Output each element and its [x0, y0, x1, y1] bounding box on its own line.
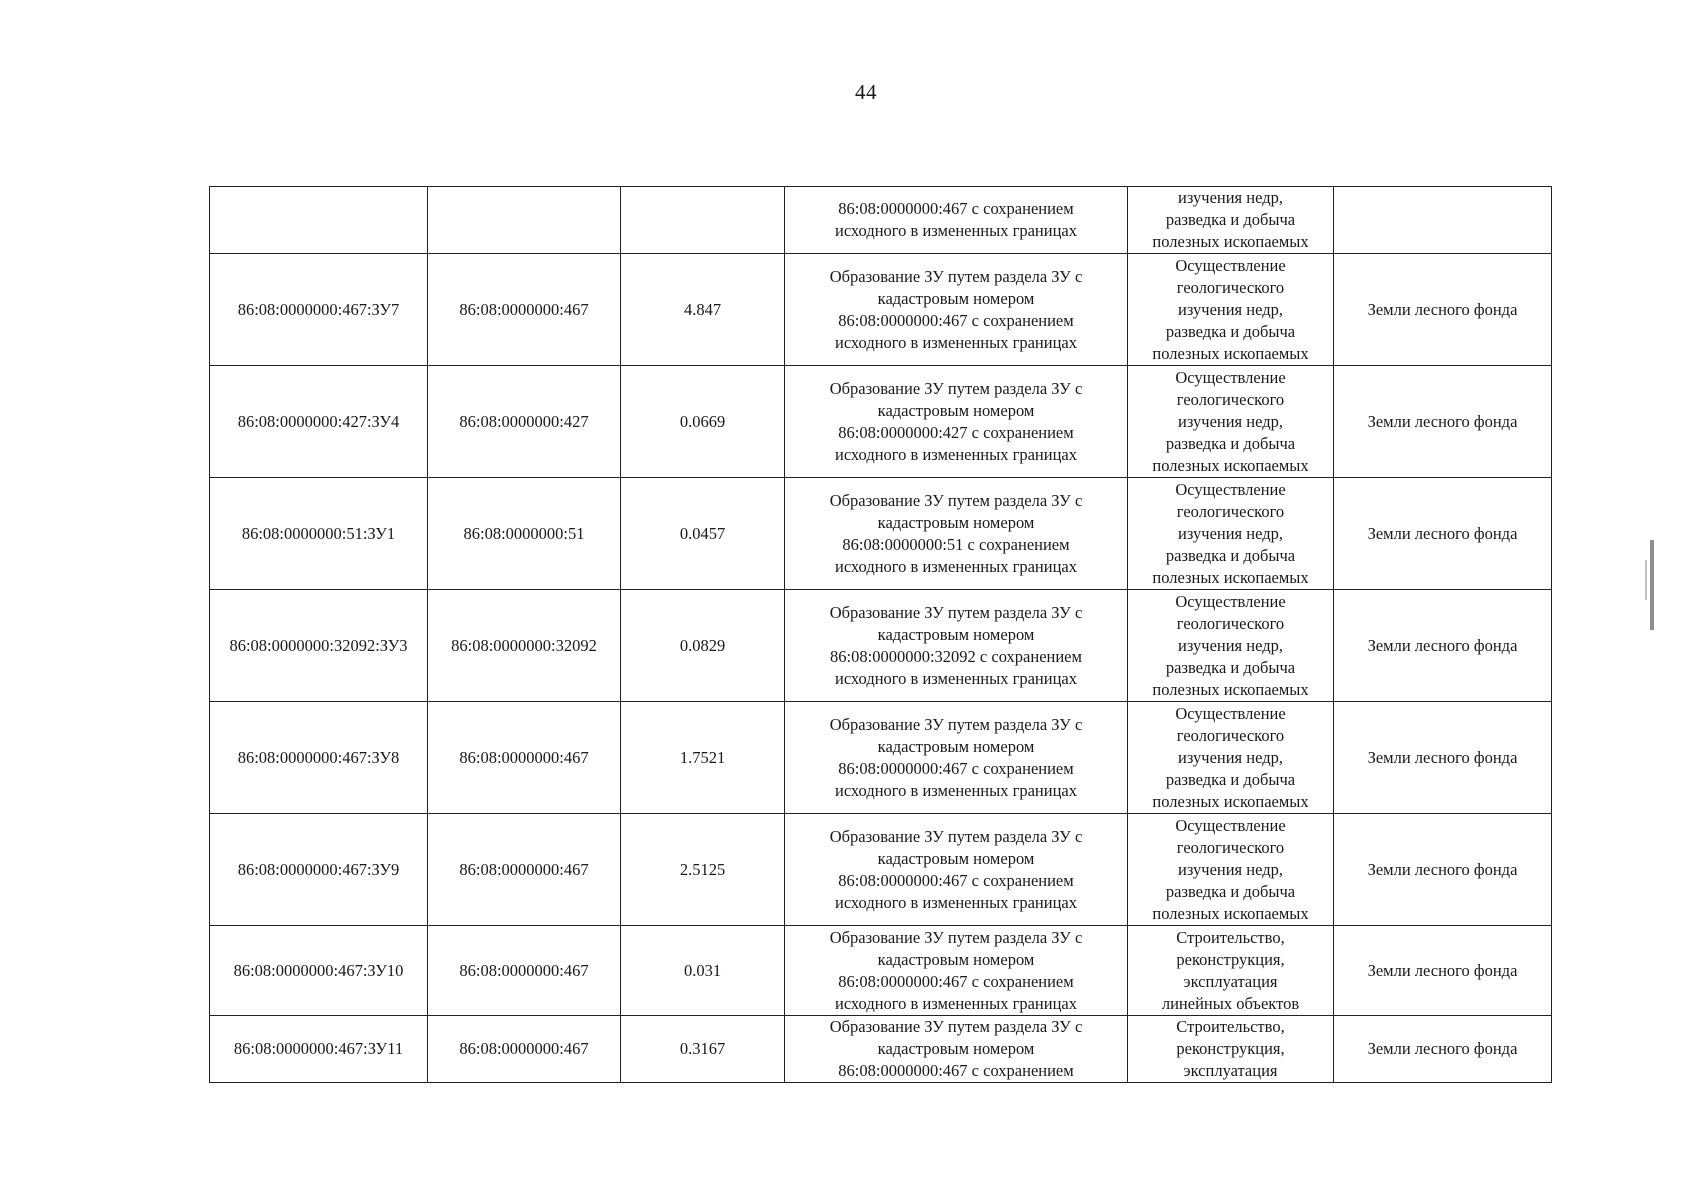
- cell-land-category: Земли лесного фонда: [1334, 366, 1552, 478]
- cell-plot-number: 86:08:0000000:467:ЗУ8: [210, 702, 428, 814]
- usage-line: реконструкция,: [1176, 1039, 1285, 1058]
- usage-line: Осуществление: [1175, 367, 1286, 387]
- usage-line: полезных ископаемых: [1152, 679, 1309, 699]
- method-line: 86:08:0000000:467 с сохранением: [838, 870, 1074, 890]
- usage-line: Строительство,: [1176, 927, 1285, 947]
- method-line: исходного в измененных границах: [834, 780, 1077, 800]
- cell-source-number: 86:08:0000000:32092: [428, 590, 621, 702]
- usage-line: Осуществление: [1175, 255, 1286, 275]
- usage-line: полезных ископаемых: [1152, 343, 1309, 363]
- cell-method: [785, 478, 1128, 590]
- cell-method: [785, 590, 1128, 702]
- cell-area: 4.847: [621, 254, 785, 366]
- method-line: Образование ЗУ путем раздела ЗУ с: [829, 1017, 1083, 1036]
- method-line: исходного в измененных границах: [834, 221, 1077, 240]
- usage-line: геологического: [1176, 277, 1285, 297]
- usage-line: изучения недр,: [1178, 411, 1283, 431]
- method-line: 86:08:0000000:467 с сохранением: [838, 199, 1074, 218]
- cell-source-number: 86:08:0000000:51: [428, 478, 621, 590]
- cell-plot-number: 86:08:0000000:467:ЗУ11: [210, 1016, 428, 1083]
- method-line: Образование ЗУ путем раздела ЗУ с: [829, 927, 1083, 947]
- usage-line: изучения недр,: [1178, 635, 1283, 655]
- cell-source-number: [428, 187, 621, 254]
- cell-land-category: Земли лесного фонда: [1334, 702, 1552, 814]
- method-line: 86:08:0000000:467 с сохранением: [838, 758, 1074, 778]
- method-line: кадастровым номером: [877, 949, 1035, 969]
- cell-source-number: 86:08:0000000:427: [428, 366, 621, 478]
- cell-land-category: Земли лесного фонда: [1334, 590, 1552, 702]
- usage-line: Осуществление: [1175, 815, 1286, 835]
- table-row: [210, 478, 1552, 590]
- method-line: исходного в измененных границах: [834, 556, 1077, 576]
- cell-method: [785, 187, 1128, 254]
- method-line: 86:08:0000000:32092 с сохранением: [830, 646, 1082, 666]
- cell-usage: [1128, 590, 1334, 702]
- method-line: Образование ЗУ путем раздела ЗУ с: [829, 490, 1083, 510]
- method-line: Образование ЗУ путем раздела ЗУ с: [829, 378, 1083, 398]
- usage-line: полезных ископаемых: [1152, 903, 1309, 923]
- method-line: Образование ЗУ путем раздела ЗУ с: [829, 826, 1083, 846]
- cell-plot-number: 86:08:0000000:467:ЗУ7: [210, 254, 428, 366]
- cell-method: [785, 702, 1128, 814]
- cell-area: 0.0457: [621, 478, 785, 590]
- usage-line: эксплуатация: [1183, 1061, 1278, 1080]
- usage-line: разведка и добыча: [1165, 769, 1296, 789]
- usage-line: разведка и добыча: [1165, 433, 1296, 453]
- cell-source-number: 86:08:0000000:467: [428, 702, 621, 814]
- cell-method: [785, 814, 1128, 926]
- scan-artifact: [1645, 560, 1647, 600]
- cell-plot-number: 86:08:0000000:427:ЗУ4: [210, 366, 428, 478]
- cell-plot-number: 86:08:0000000:467:ЗУ9: [210, 814, 428, 926]
- cell-source-number: 86:08:0000000:467: [428, 926, 621, 1016]
- method-line: исходного в измененных границах: [834, 444, 1077, 464]
- method-line: Образование ЗУ путем раздела ЗУ с: [829, 714, 1083, 734]
- usage-line: реконструкция,: [1176, 949, 1285, 969]
- cell-land-category: Земли лесного фонда: [1334, 814, 1552, 926]
- cell-usage: [1128, 1016, 1334, 1083]
- cell-plot-number: 86:08:0000000:51:ЗУ1: [210, 478, 428, 590]
- method-line: кадастровым номером: [877, 512, 1035, 532]
- usage-line: изучения недр,: [1178, 747, 1283, 767]
- cell-source-number: 86:08:0000000:467: [428, 814, 621, 926]
- method-line: 86:08:0000000:427 с сохранением: [838, 422, 1074, 442]
- table-row: [210, 254, 1552, 366]
- cell-usage: [1128, 702, 1334, 814]
- cell-usage: [1128, 187, 1334, 254]
- cell-usage: [1128, 478, 1334, 590]
- method-line: исходного в измененных границах: [834, 668, 1077, 688]
- table-row: [210, 187, 1552, 254]
- table-body: [210, 187, 1552, 1083]
- cell-plot-number: [210, 187, 428, 254]
- cell-source-number: 86:08:0000000:467: [428, 254, 621, 366]
- usage-line: разведка и добыча: [1165, 657, 1296, 677]
- method-line: Образование ЗУ путем раздела ЗУ с: [829, 602, 1083, 622]
- cell-source-number: 86:08:0000000:467: [428, 1016, 621, 1083]
- scan-artifact: [1650, 540, 1654, 630]
- land-plots-table: [209, 186, 1552, 1083]
- cell-usage: [1128, 814, 1334, 926]
- cell-method: [785, 926, 1128, 1016]
- usage-line: разведка и добыча: [1165, 321, 1296, 341]
- usage-line: разведка и добыча: [1165, 210, 1296, 229]
- usage-line: изучения недр,: [1178, 523, 1283, 543]
- cell-area: 0.031: [621, 926, 785, 1016]
- usage-line: эксплуатация: [1183, 971, 1278, 991]
- page-number: 44: [855, 80, 877, 104]
- usage-line: Осуществление: [1175, 703, 1286, 723]
- usage-line: геологического: [1176, 613, 1285, 633]
- usage-line: геологического: [1176, 501, 1285, 521]
- usage-line: Строительство,: [1176, 1017, 1285, 1036]
- method-line: кадастровым номером: [877, 624, 1035, 644]
- cell-method: [785, 1016, 1128, 1083]
- cell-area: 1.7521: [621, 702, 785, 814]
- cell-land-category: Земли лесного фонда: [1334, 254, 1552, 366]
- method-line: 86:08:0000000:467 с сохранением: [838, 971, 1074, 991]
- usage-line: Осуществление: [1175, 479, 1286, 499]
- method-line: 86:08:0000000:467 с сохранением: [838, 1061, 1074, 1080]
- cell-usage: [1128, 926, 1334, 1016]
- method-line: Образование ЗУ путем раздела ЗУ с: [829, 266, 1083, 286]
- method-line: кадастровым номером: [877, 1039, 1035, 1058]
- usage-line: разведка и добыча: [1165, 881, 1296, 901]
- method-line: кадастровым номером: [877, 288, 1035, 308]
- cell-land-category: Земли лесного фонда: [1334, 478, 1552, 590]
- usage-line: изучения недр,: [1178, 188, 1283, 207]
- usage-line: полезных ископаемых: [1152, 455, 1309, 475]
- usage-line: изучения недр,: [1178, 859, 1283, 879]
- usage-line: полезных ископаемых: [1152, 232, 1309, 251]
- cell-land-category: [1334, 187, 1552, 254]
- usage-line: полезных ископаемых: [1152, 567, 1309, 587]
- cell-land-category: Земли лесного фонда: [1334, 926, 1552, 1016]
- cell-plot-number: 86:08:0000000:32092:ЗУ3: [210, 590, 428, 702]
- table-row: [210, 590, 1552, 702]
- method-line: 86:08:0000000:51 с сохранением: [842, 534, 1070, 554]
- method-line: исходного в измененных границах: [834, 892, 1077, 912]
- table-row: [210, 702, 1552, 814]
- cell-method: [785, 366, 1128, 478]
- cell-area: 2.5125: [621, 814, 785, 926]
- table-row: [210, 366, 1552, 478]
- table-row: [210, 1016, 1552, 1083]
- usage-line: линейных объектов: [1161, 993, 1300, 1013]
- cell-usage: [1128, 254, 1334, 366]
- method-line: 86:08:0000000:467 с сохранением: [838, 310, 1074, 330]
- usage-line: изучения недр,: [1178, 299, 1283, 319]
- method-line: исходного в измененных границах: [834, 993, 1077, 1013]
- method-line: кадастровым номером: [877, 848, 1035, 868]
- method-line: кадастровым номером: [877, 400, 1035, 420]
- cell-area: 0.3167: [621, 1016, 785, 1083]
- usage-line: геологического: [1176, 389, 1285, 409]
- usage-line: геологического: [1176, 837, 1285, 857]
- usage-line: полезных ископаемых: [1152, 791, 1309, 811]
- table-row: [210, 814, 1552, 926]
- table-row: [210, 926, 1552, 1016]
- cell-area: [621, 187, 785, 254]
- usage-line: Осуществление: [1175, 591, 1286, 611]
- method-line: кадастровым номером: [877, 736, 1035, 756]
- usage-line: геологического: [1176, 725, 1285, 745]
- cell-land-category: Земли лесного фонда: [1334, 1016, 1552, 1083]
- cell-usage: [1128, 366, 1334, 478]
- method-line: исходного в измененных границах: [834, 332, 1077, 352]
- cell-area: 0.0669: [621, 366, 785, 478]
- usage-line: разведка и добыча: [1165, 545, 1296, 565]
- cell-area: 0.0829: [621, 590, 785, 702]
- cell-method: [785, 254, 1128, 366]
- cell-plot-number: 86:08:0000000:467:ЗУ10: [210, 926, 428, 1016]
